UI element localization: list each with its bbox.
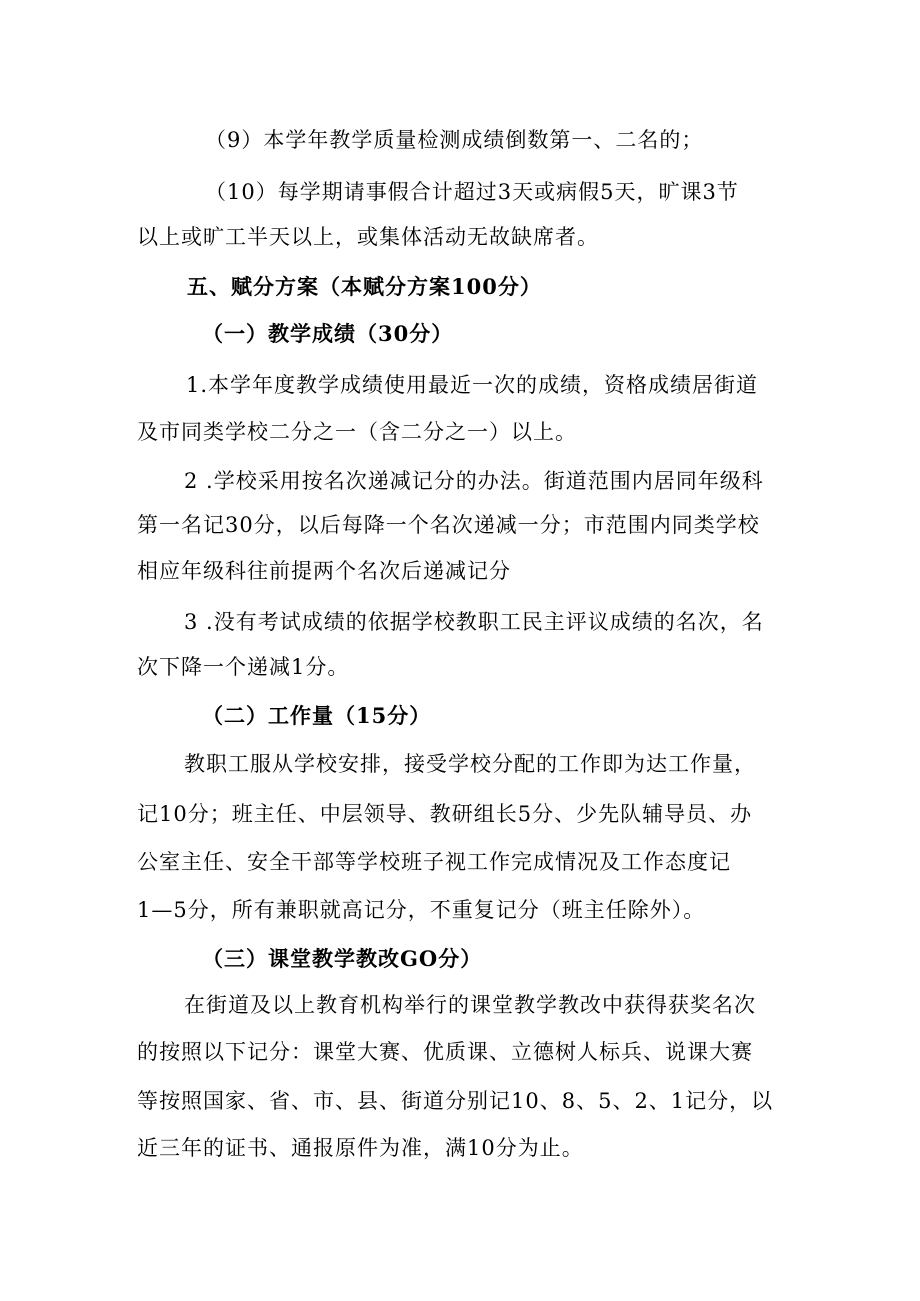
sub1-para1-line-2: 及市同类学校二分之一（含二分之一）以上。 [137,420,577,444]
sub3-para1-line-4: 近三年的证书、通报原件为准，满10分为止。 [137,1136,584,1160]
sub2-para1-line-3: 公室主任、安全干部等学校班子视工作完成情况及工作态度记 [137,850,731,874]
sub3-para1-line-2: 的按照以下记分：课堂大赛、优质课、立德树人标兵、说课大赛 [137,1040,753,1064]
sub1-para1-line-1: 1.本学年度教学成绩使用最近一次的成绩，资格成绩居街道 [186,373,759,397]
item-9-line: （9）本学年教学质量检测成绩倒数第一、二名的； [205,128,704,152]
sub2-para1-line-1: 教职工服从学校安排，接受学校分配的工作即为达工作量， [184,752,756,776]
sub2-para1-line-4: 1—5分，所有兼职就高记分，不重复记分（班主任除外）。 [137,898,706,922]
sub1-para2-line-1: 2 .学校采用按名次递减记分的办法。街道范围内居同年级科 [184,469,764,493]
subsection-3-heading: （三）课堂教学教改GO分） [202,946,483,971]
item-10-line-2: 以上或旷工半天以上，或集体活动无故缺席者。 [137,225,599,249]
sub1-para3-line-1: 3 .没有考试成绩的依据学校教职工民主评议成绩的名次，名 [184,610,764,634]
item-10-line-1: （10）每学期请事假合计超过3天或病假5天，旷课3节 [205,180,739,204]
sub3-para1-line-3: 等按照国家、省、市、县、街道分别记10、8、5、2、1记分，以 [137,1089,774,1113]
sub2-para1-line-2: 记10分；班主任、中层领导、教研组长5分、少先队辅导员、办 [137,802,753,826]
sub3-para1-line-1: 在街道及以上教育机构举行的课堂教学教改中获得获奖名次 [184,993,756,1017]
sub1-para2-line-2: 第一名记30分，以后每降一个名次递减一分；市范围内同类学校 [137,513,760,537]
subsection-1-heading: （一）教学成绩（30分） [202,321,454,346]
section-5-heading: 五、赋分方案（本赋分方案100分） [187,274,542,299]
sub1-para2-line-3: 相应年级科往前提两个名次后递减记分 [137,559,511,583]
subsection-2-heading: （二）工作量（15分） [202,703,432,728]
sub1-para3-line-2: 次下降一个递减1分。 [137,655,350,679]
